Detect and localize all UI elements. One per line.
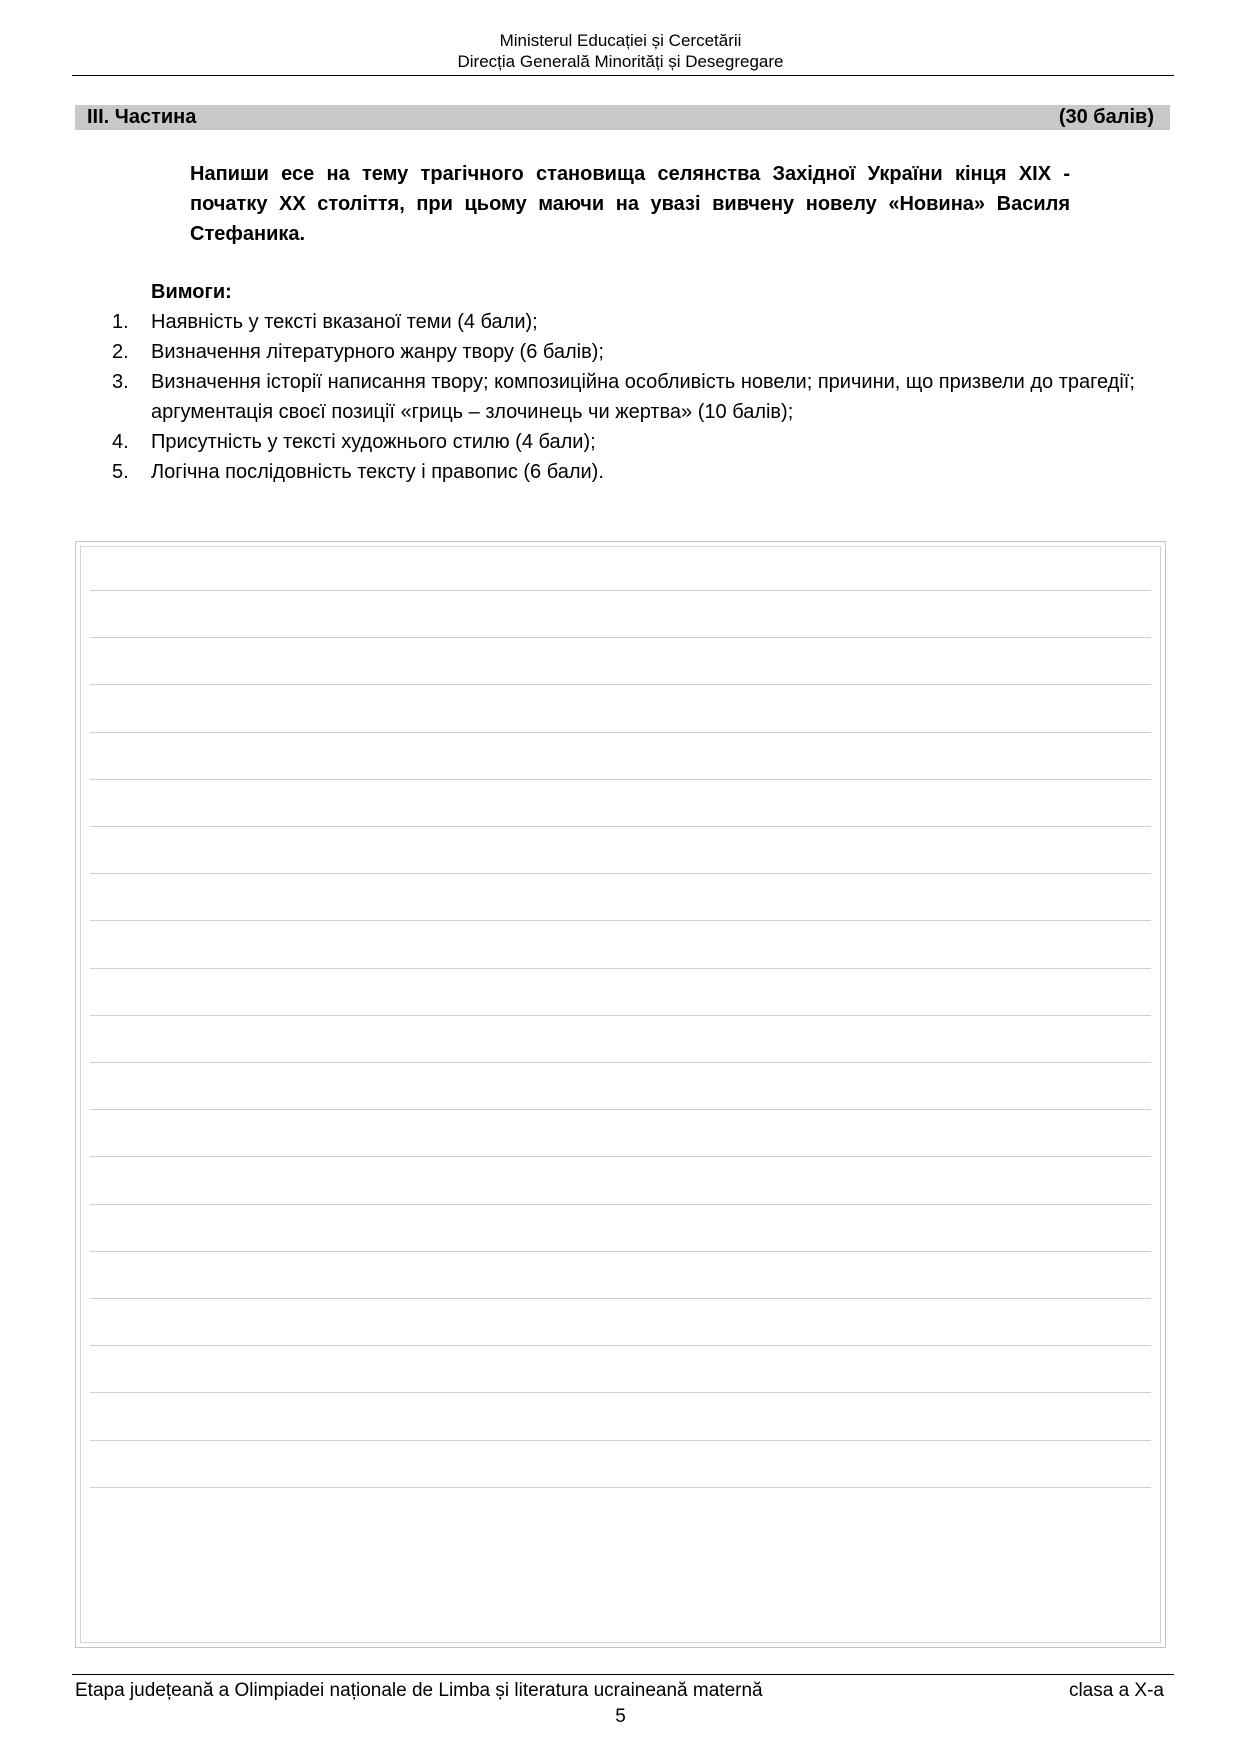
writing-line bbox=[90, 1062, 1151, 1063]
writing-line bbox=[90, 1440, 1151, 1441]
writing-line bbox=[90, 826, 1151, 827]
requirements-list bbox=[108, 307, 1168, 487]
writing-line bbox=[90, 590, 1151, 591]
writing-line bbox=[90, 637, 1151, 638]
writing-line bbox=[90, 1298, 1151, 1299]
requirement-text: Логічна послідовність тексту і правопис (6 бали). bbox=[151, 461, 604, 483]
requirement-number: 2. bbox=[112, 341, 129, 363]
answer-lines-frame bbox=[80, 546, 1161, 1643]
requirements-title: Вимоги: bbox=[151, 281, 232, 303]
requirement-text: Наявність у тексті вказаної теми (4 бали); bbox=[151, 311, 538, 333]
writing-line bbox=[90, 1204, 1151, 1205]
writing-line bbox=[90, 732, 1151, 733]
writing-line bbox=[90, 1156, 1151, 1157]
writing-line bbox=[90, 1251, 1151, 1252]
writing-line bbox=[90, 1109, 1151, 1110]
requirement-number: 1. bbox=[112, 311, 129, 333]
header-divider bbox=[72, 75, 1174, 76]
writing-line bbox=[90, 873, 1151, 874]
header-directorate: Direcția Generală Minorități și Desegregare bbox=[457, 52, 784, 71]
header-ministry: Ministerul Educației și Cercetării bbox=[499, 31, 742, 50]
section-title: III. Частина bbox=[87, 106, 197, 128]
writing-line bbox=[90, 968, 1151, 969]
requirement-item bbox=[108, 457, 1168, 487]
footer-grade: clasa a X-a bbox=[1068, 1680, 1164, 1701]
section-title-bar bbox=[75, 105, 1170, 130]
requirement-number: 4. bbox=[112, 431, 129, 453]
writing-line bbox=[90, 684, 1151, 685]
task-statement: Напиши есе на тему трагічного становища селянства Західної України кінця XIX - початку XX століття, при цьому маючи на увазі вивчену новелу «Новина» Василя Стефаника. bbox=[190, 163, 1070, 245]
requirement-item bbox=[108, 427, 1168, 457]
requirement-item bbox=[108, 337, 1168, 367]
requirement-item bbox=[108, 367, 1168, 427]
writing-line bbox=[90, 1487, 1151, 1488]
writing-line bbox=[90, 1345, 1151, 1346]
section-points: (30 балів) bbox=[1058, 106, 1154, 128]
requirement-text: Присутність у тексті художнього стилю (4 бали); bbox=[151, 431, 596, 453]
footer-competition: Etapa județeană a Olimpiadei naționale de Limba și literatura ucraineană maternă bbox=[75, 1680, 763, 1701]
answer-area[interactable] bbox=[75, 541, 1166, 1648]
requirement-number: 5. bbox=[112, 461, 129, 483]
requirement-text: Визначення історії написання твору; композиційна особливість новели; причини, що призвели до трагедії; аргументація своєї позиції «гриць – злочинець чи жертва» (10 балів); bbox=[151, 371, 1135, 423]
requirement-number: 3. bbox=[112, 371, 129, 393]
writing-line bbox=[90, 1015, 1151, 1016]
footer-divider bbox=[72, 1674, 1174, 1675]
page-number: 5 bbox=[615, 1706, 626, 1727]
writing-line bbox=[90, 920, 1151, 921]
requirement-item bbox=[108, 307, 1168, 337]
writing-line bbox=[90, 1392, 1151, 1393]
page-header bbox=[0, 30, 1241, 72]
writing-line bbox=[90, 779, 1151, 780]
requirement-text: Визначення літературного жанру твору (6 балів); bbox=[151, 341, 604, 363]
